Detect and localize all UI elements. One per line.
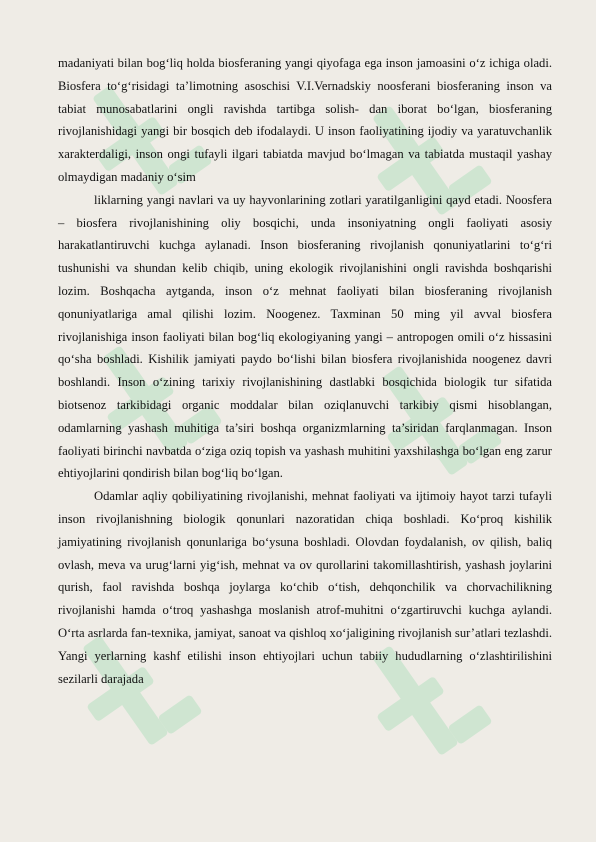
paragraph: liklarning yangi navlari va uy hayvonlarining zotlari yaratilganligini qayd etadi. Noosfera – biosfera rivojlanishining oliy bosqichi, unda insoniyatning ongli faoliyati asosiy harakatlantiruvchi kuchga aylanadi. Inson biosferaning rivojlanish qonuniyatlarini to‘g‘ri tushunishi va shundan kelib chiqib, uning ekologik rivojlanishini ongli ravishda boshqarishi lozim. Boshqacha aytganda, inson o‘z mehnat faoliyati bilan biosferaning rivojlanish qonuniyatlariga amal qilishi lozim. Noogenez. Taxminan 50 ming yil avval biosfera rivojlanishiga inson faoliyati bilan bog‘liq ekologiyaning yangi – antropogen omili o‘z hissasini qo‘sha boshladi. Kishilik jamiyati paydo bo‘lishi bilan biosfera rivojlanishida noogenez davri boshlandi. Inson o‘zining tarixiy rivojlanishining dastlabki bosqichida biologik tur sifatida biotsenoz tarkibidagi organic moddalar bilan oziqlanuvchi tarkibiy qismi hisoblangan, odamlarning yashash muhitiga ta’siri boshqa organizmlarning ta’siridan farqlanmagan. Inson faoliyati birinchi navbatda o‘ziga oziq topish va yashash muhitini yaxshilashga bo‘lgan eng zarur ehtiyojlarini qondirish bilan bog‘liq bo‘lgan. xyxy=(58,192,552,481)
document-body xyxy=(58,52,552,690)
paragraph: madaniyati bilan bog‘liq holda biosferaning yangi qiyofaga ega inson jamoasini o‘z ichiga oladi. Biosfera to‘g‘risidagi ta’limotning asoschisi V.I.Vernadskiy noosferani biosferaning inson va tabiat munosabatlarini ongli ravishda tartibga solish- dan iborat bo‘lgan, biosferaning rivojlanishidagi yangi bir bosqich deb ifodalaydi. U inson faoliyatining ijodiy va yaratuvchanlik xarakterdaligi, inson ongi tufayli ilgari tabiatda mavjud bo‘lmagan va tabiatda mustaqil yashay olmaydigan madaniy o‘sim xyxy=(58,56,552,184)
paragraph: Odamlar aqliy qobiliyatining rivojlanishi, mehnat faoliyati va ijtimoiy hayot tarzi tufayli inson rivojlanishning biologik qonunlari nazoratidan chiqa boshladi. Ko‘proq kishilik jamiyatining rivojlanish qonunlariga bo‘ysuna boshladi. Olovdan foydalanish, ov qilish, baliq ovlash, meva va urug‘larni yig‘ish, mehnat va ov qurollarini takomillashtirish, yashash joylarini qurish, faol ravishda boshqa joylarga ko‘chib o‘tish, dehqonchilik va chorvachilikning rivojlanishi hamda o‘troq yashashga moslanish atrof-muhitni o‘zgartiruvchi kuchga aylandi. O‘rta asrlarda fan-texnika, jamiyat, sanoat va qishloq xo‘jaligining rivojlanish sur’atlari tezlashdi. Yangi yerlarning kashf etilishi inson ehtiyojlari uchun tabiiy hududlarning o‘zlashtirilishini sezilarli darajada xyxy=(58,489,552,686)
